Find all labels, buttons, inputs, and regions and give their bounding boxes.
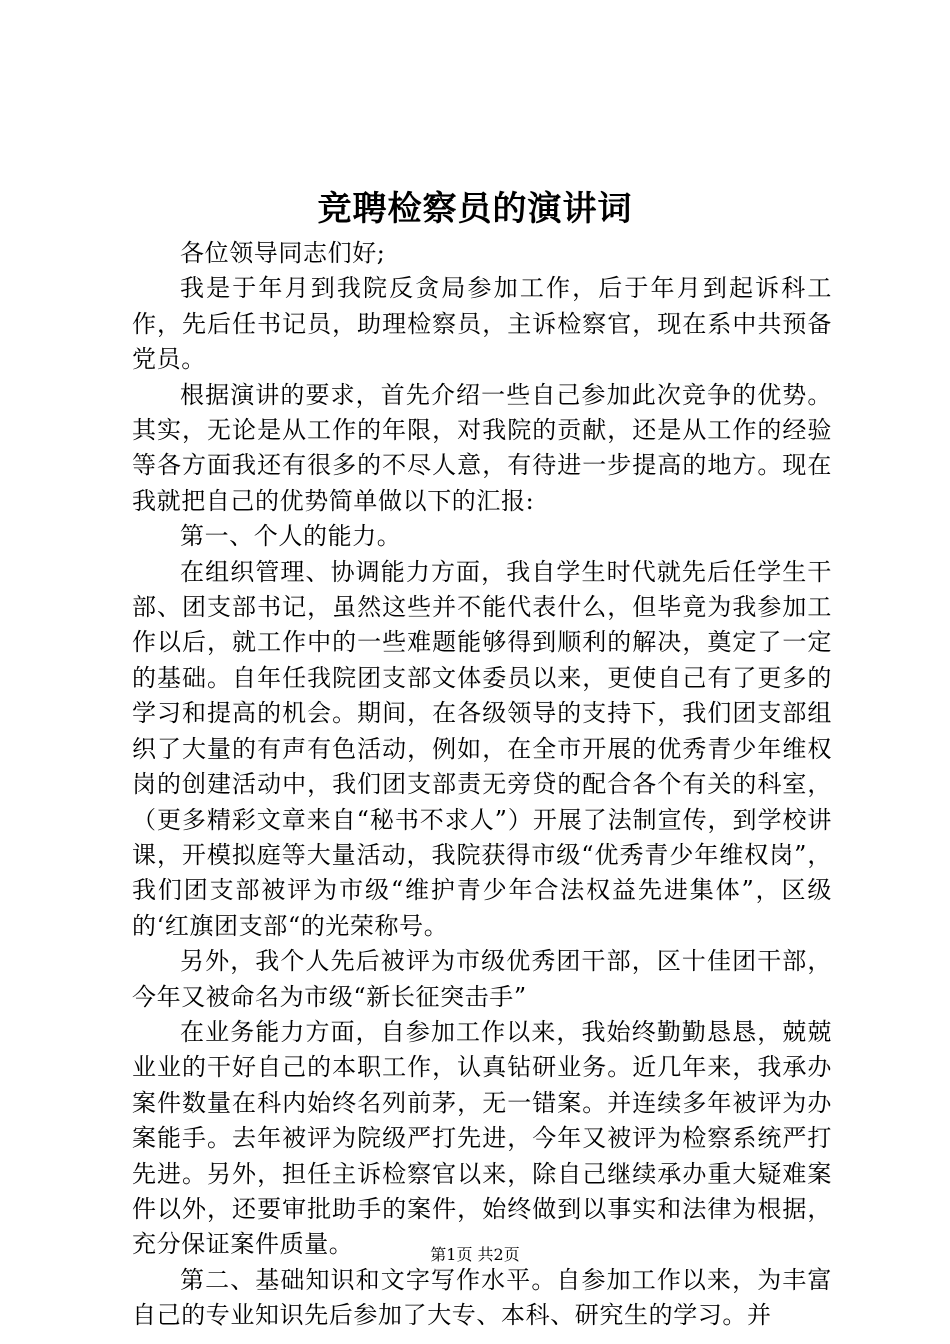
page-footer: 第1页 共2页 bbox=[430, 1245, 520, 1264]
paragraph-business-ability: 在业务能力方面，自参加工作以来，我始终勤勤恳恳，兢兢业业的干好自己的本职工作，认真钻研业务。近几年来，我承办案件数量在科内始终名列前茅，无一错案。并连续多年被评为办案能手。去年被评为院级严打先进，今年又被评为检察系统严打先进。另外，担任主诉检察官以来，除自己继续承办重大疑难案件以外，还要审批助手的案件，始终做到以事实和法律为根据，充分保证案件质量。 bbox=[132, 1017, 832, 1259]
document-title: 竞聘检察员的演讲词 bbox=[317, 189, 633, 229]
paragraph-greeting: 各位领导同志们好; bbox=[180, 239, 386, 267]
paragraph-heading-ability: 第一、个人的能力。 bbox=[180, 522, 402, 551]
paragraph-overview: 根据演讲的要求，首先介绍一些自己参加此次竞争的优势。其实，无论是从工作的年限，对我院的贡献，还是从工作的经验等各方面我还有很多的不尽人意，有待进一步提高的地方。现在我就把自己的优势简单做以下的汇报: bbox=[132, 380, 832, 515]
document-body bbox=[132, 236, 832, 1334]
paragraph-knowledge: 第二、基础知识和文字写作水平。自参加工作以来，为丰富自己的专业知识先后参加了大专、本科、研究生的学习。并 bbox=[132, 1265, 832, 1330]
paragraph-introduction: 我是于年月到我院反贪局参加工作，后于年月到起诉科工作，先后任书记员，助理检察员，主诉检察官，现在系中共预备党员。 bbox=[132, 274, 832, 374]
paragraph-management-ability: 在组织管理、协调能力方面，我自学生时代就先后任学生干部、团支部书记，虽然这些并不能代表什么，但毕竟为我参加工作以后，就工作中的一些难题能够得到顺利的解决，奠定了一定的基础。自年任我院团支部文体委员以来，更使自己有了更多的学习和提高的机会。期间，在各级领导的支持下，我们团支部组织了大量的有声有色活动，例如，在全市开展的优秀青少年维权岗的创建活动中，我们团支部责无旁贷的配合各个有关的科室，（更多精彩文章来自“秘书不求人”）开展了法制宣传，到学校讲课，开模拟庭等大量活动，我院获得市级“优秀青少年维权岗”，我们团支部被评为市级“维护青少年合法权益先进集体”，区级的‘红旗团支部“的光荣称号。 bbox=[132, 557, 832, 940]
paragraph-honors: 另外，我个人先后被评为市级优秀团干部，区十佳团干部，今年又被命名为市级“新长征突击手” bbox=[132, 947, 832, 1011]
